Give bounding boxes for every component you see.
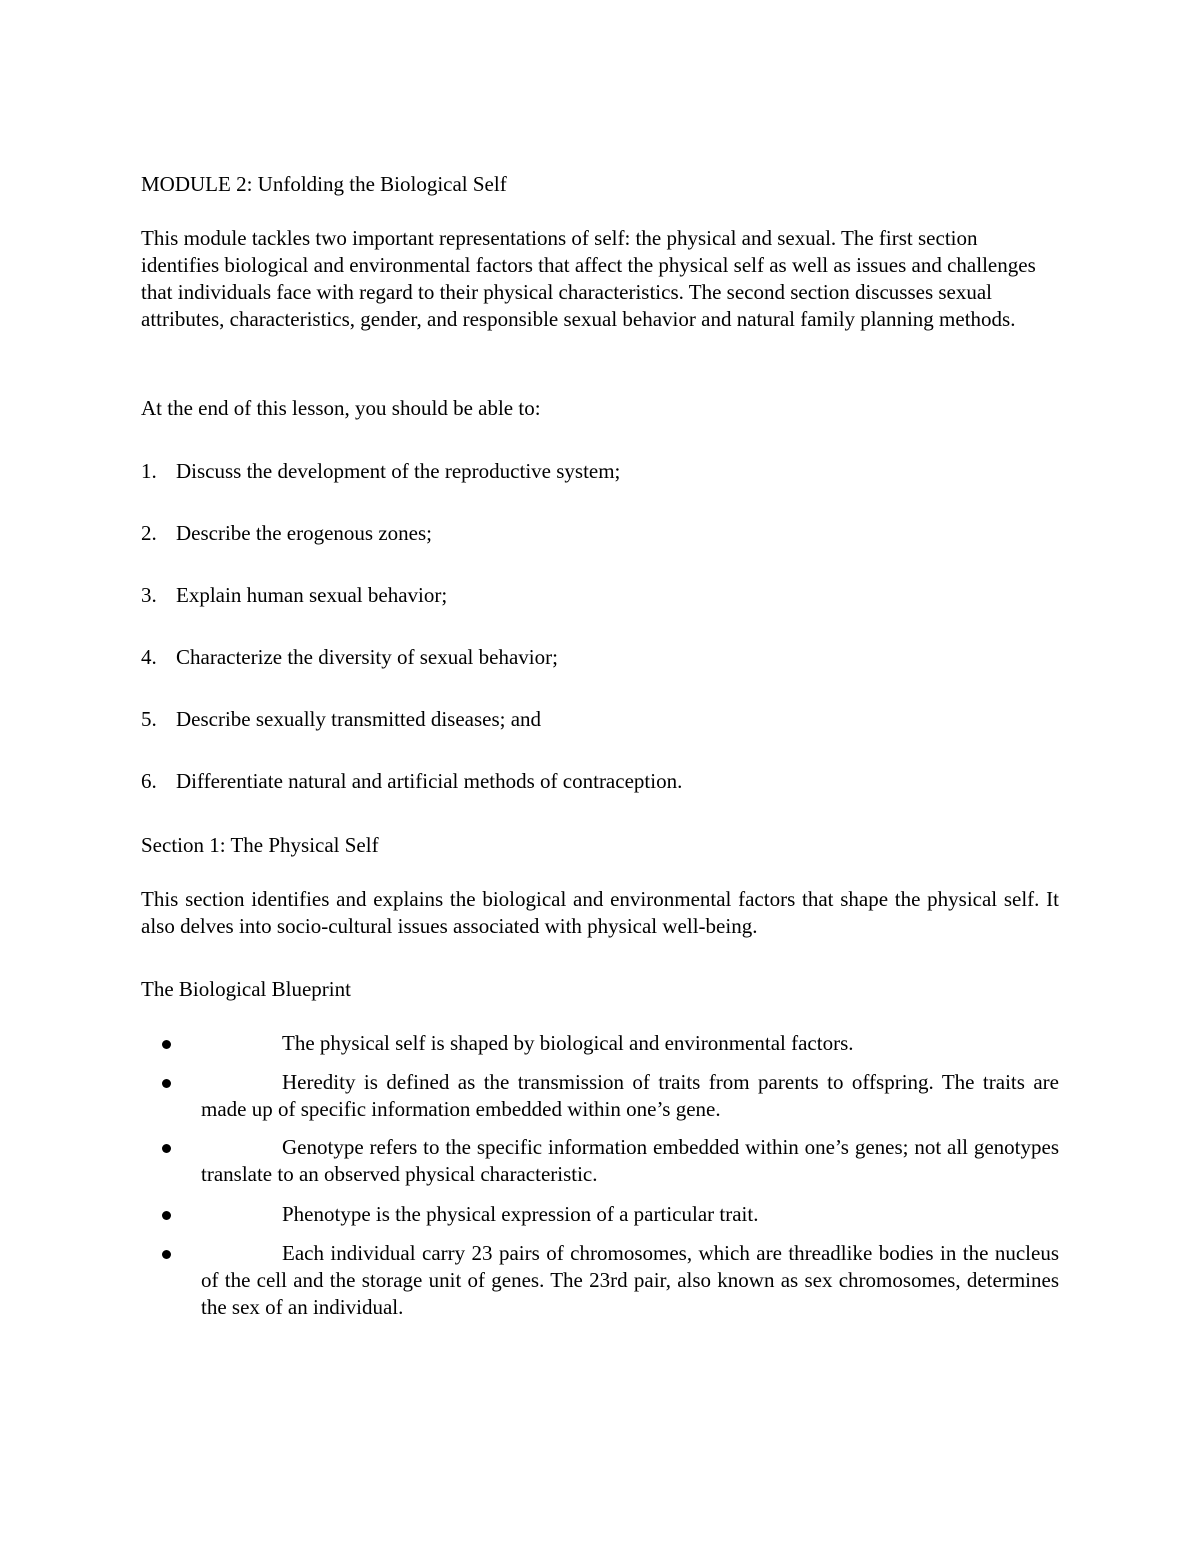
bullet-text: Genotype refers to the specific information embedded within one’s genes; not all genotypes translate to an observed physical characteristic. <box>201 1135 1059 1186</box>
bullet-item <box>162 1134 1059 1188</box>
objective-item <box>141 520 432 547</box>
objective-item <box>141 582 447 609</box>
bullet-item <box>162 1201 1059 1228</box>
bullet-icon <box>162 1040 171 1049</box>
objective-number: 3. <box>141 583 157 607</box>
objective-number: 1. <box>141 459 157 483</box>
section1-paragraph: This section identifies and explains the biological and environmental factors that shape the physical self. It also delves into socio-cultural issues associated with physical well-being. <box>141 887 1059 938</box>
objective-number: 2. <box>141 521 157 545</box>
objective-text: Characterize the diversity of sexual behavior; <box>176 645 558 669</box>
objective-item <box>141 706 541 733</box>
objective-item <box>141 768 682 795</box>
objectives-lead: At the end of this lesson, you should be able to: <box>141 396 541 420</box>
bullet-text: Heredity is defined as the transmission of traits from parents to offspring. The traits are made up of specific information embedded within one’s gene. <box>201 1070 1059 1121</box>
bullet-icon <box>162 1211 171 1220</box>
objective-text: Discuss the development of the reproductive system; <box>176 459 621 483</box>
bullet-item <box>162 1240 1059 1321</box>
objective-item <box>141 644 558 671</box>
objective-item <box>141 458 620 485</box>
objective-text: Describe the erogenous zones; <box>176 521 432 545</box>
bullet-icon <box>162 1144 171 1153</box>
objective-text: Differentiate natural and artificial methods of contraception. <box>176 769 683 793</box>
bullet-item <box>162 1069 1059 1123</box>
objective-number: 6. <box>141 769 157 793</box>
bullet-text: Phenotype is the physical expression of a particular trait. <box>282 1202 759 1226</box>
bullet-item <box>162 1030 1059 1057</box>
bullet-icon <box>162 1250 171 1259</box>
bullet-text: The physical self is shaped by biological and environmental factors. <box>282 1031 854 1055</box>
bullet-icon <box>162 1079 171 1088</box>
intro-paragraph: This module tackles two important representations of self: the physical and sexual. The first section identifies biological and environmental factors that affect the physical self as well as issues and challenges that individuals face with regard to their physical characteristics. The second section discusses sexual attributes, characteristics, gender, and responsible sexual behavior and natural family planning methods. <box>141 226 1036 331</box>
section1-heading: Section 1: The Physical Self <box>141 833 379 857</box>
objective-number: 4. <box>141 645 157 669</box>
objective-text: Describe sexually transmitted diseases; and <box>176 707 542 731</box>
module-title: MODULE 2: Unfolding the Biological Self <box>141 172 507 196</box>
blueprint-heading: The Biological Blueprint <box>141 977 351 1001</box>
objective-number: 5. <box>141 707 157 731</box>
objective-text: Explain human sexual behavior; <box>176 583 448 607</box>
bullet-text: Each individual carry 23 pairs of chromosomes, which are threadlike bodies in the nucleus of the cell and the storage unit of genes. The 23rd pair, also known as sex chromosomes, determines the sex of an individual. <box>201 1241 1059 1319</box>
